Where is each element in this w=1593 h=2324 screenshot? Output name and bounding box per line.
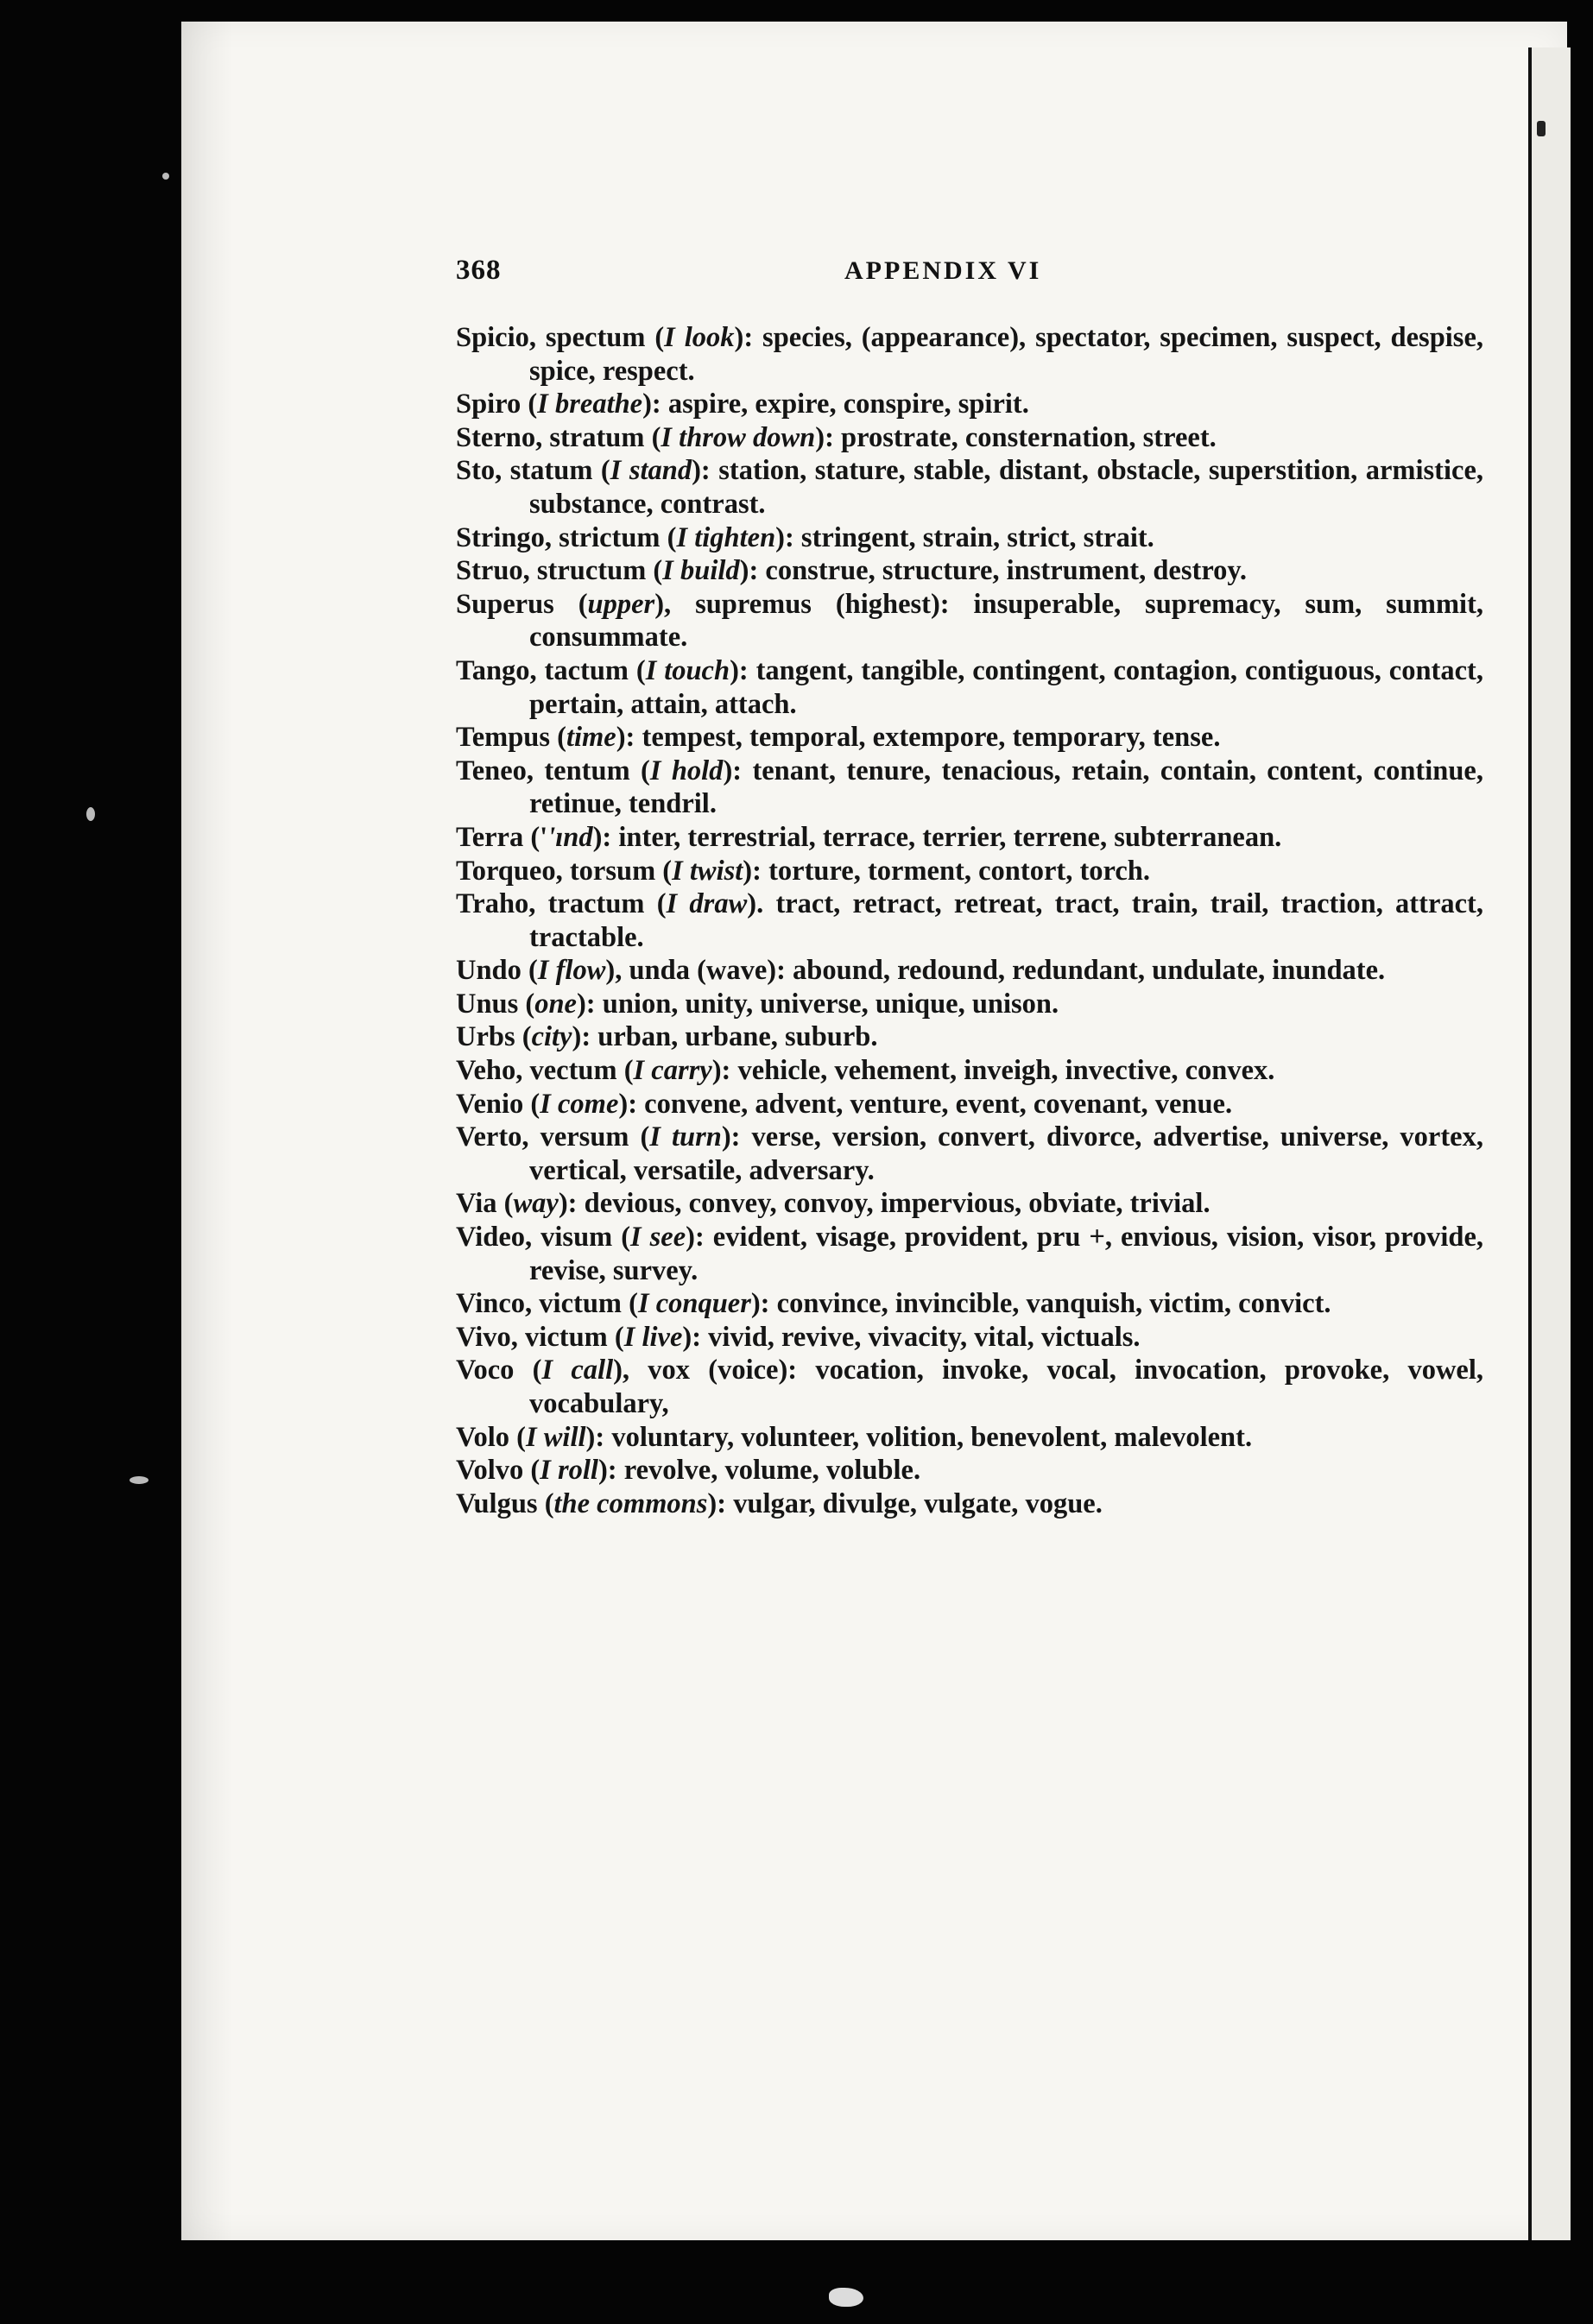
list-item — [456, 1321, 1483, 1355]
entry-close: ): — [734, 322, 763, 353]
entry-open: ( — [616, 1055, 634, 1087]
scan-speck — [130, 1476, 149, 1484]
page-number: 368 — [456, 255, 502, 286]
running-head: APPENDIX VI — [844, 256, 1042, 285]
entry-close: ): — [692, 455, 719, 487]
entry-text: aspire, expire, conspire, spirit. — [667, 388, 1029, 420]
entry-text: union, unity, universe, unique, unison. — [602, 988, 1059, 1020]
entry-text: inter, terrestrial, terrace, terrier, terrene, subterranean. — [618, 821, 1282, 853]
entry-text: tract, retract, retreat, tract, train, trail, traction, attract, tractable. — [529, 888, 1483, 953]
list-item — [456, 1421, 1483, 1455]
entry-open: ( — [521, 955, 538, 987]
entry-head: Struo, structum — [456, 555, 647, 587]
entry-open: ( — [644, 421, 661, 453]
entry-open: ( — [518, 988, 535, 1020]
entry-gloss: I look — [664, 322, 735, 353]
list-item — [456, 1121, 1483, 1187]
entry-close: ): — [572, 1021, 598, 1053]
entry-gloss: 'ınd — [547, 821, 593, 853]
list-item — [456, 1187, 1483, 1221]
entry-head: Traho, tractum — [456, 888, 645, 920]
entry-text: unda (wave): abound, redound, redundant, undulate, inundate. — [629, 955, 1386, 987]
entry-head: Sterno, stratum — [456, 421, 645, 453]
entry-close: ): — [707, 1487, 734, 1519]
entry-head: Vulgus — [456, 1487, 538, 1519]
list-item — [456, 521, 1483, 555]
entry-close: ): — [711, 1055, 738, 1087]
entry-text: evident, visage, provident, pru +, envious, vision, visor, provide, revise, survey. — [529, 1222, 1483, 1286]
entry-text: prostrate, consternation, street. — [841, 421, 1217, 453]
entry-close: ): — [576, 988, 603, 1020]
entry-head: Video, visum — [456, 1222, 613, 1254]
entry-close: ): — [721, 1121, 752, 1153]
entry-close: ), — [613, 1355, 648, 1386]
entry-gloss: upper — [587, 588, 655, 620]
entry-head: Vivo, victum — [456, 1321, 608, 1353]
entry-open: ( — [628, 654, 646, 686]
entry-open: ( — [621, 1288, 638, 1320]
entry-gloss: I conquer — [637, 1288, 751, 1320]
list-item — [456, 954, 1483, 988]
entry-text: urban, urbane, suburb. — [597, 1021, 878, 1053]
page-header — [456, 255, 1475, 298]
list-item — [456, 554, 1483, 588]
entry-text: verse, version, convert, divorce, advertise, universe, vortex, vertical, versatile, adversary. — [529, 1121, 1483, 1186]
entry-open: ( — [644, 888, 667, 920]
list-item — [456, 1354, 1483, 1420]
entry-gloss: time — [566, 722, 616, 754]
list-item — [456, 588, 1483, 654]
list-item — [456, 1487, 1483, 1521]
entry-text: devious, convey, convoy, impervious, obviate, trivial. — [584, 1188, 1211, 1220]
entry-open: ( — [521, 388, 538, 420]
entry-close: ): — [743, 855, 769, 887]
entry-text: vulgar, divulge, vulgate, vogue. — [733, 1487, 1103, 1519]
entry-head: Via — [456, 1188, 497, 1220]
entry-head: Stringo, strictum — [456, 521, 661, 553]
entry-open: ( — [496, 1188, 514, 1220]
entry-close: ): — [616, 722, 642, 754]
entry-open: ( — [550, 722, 566, 754]
entry-head: Terra — [456, 821, 524, 853]
entry-open: ( — [592, 455, 610, 487]
entry-gloss: city — [531, 1021, 572, 1053]
entry-open: ( — [523, 1088, 540, 1120]
entry-open: ( — [629, 755, 650, 786]
entry-close: ): — [730, 654, 756, 686]
entry-gloss: I build — [662, 555, 740, 587]
scan-speck — [829, 2288, 863, 2307]
entry-head: Tango, tactum — [456, 654, 629, 686]
entry-text: vivid, revive, vivacity, vital, victuals. — [708, 1321, 1141, 1353]
entry-open: ( — [515, 1021, 532, 1053]
list-item — [456, 454, 1483, 521]
entry-gloss: I carry — [633, 1055, 712, 1087]
entry-close: ): — [592, 821, 619, 853]
entry-open: (' — [523, 821, 548, 853]
entry-gloss: I hold — [649, 755, 724, 786]
list-item — [456, 1454, 1483, 1487]
entry-open: ( — [537, 1487, 554, 1519]
scan-speck — [162, 173, 169, 180]
entry-gloss: I breathe — [537, 388, 643, 420]
entry-gloss: I live — [623, 1321, 683, 1353]
entry-gloss: I come — [540, 1088, 619, 1120]
entry-close: ): — [597, 1455, 624, 1487]
entry-gloss: I see — [630, 1222, 686, 1254]
list-item — [456, 421, 1483, 455]
entry-gloss: I draw — [666, 888, 748, 920]
list-item — [456, 1287, 1483, 1321]
entry-head: Urbs — [456, 1021, 515, 1053]
entry-head: Spiro — [456, 388, 522, 420]
entry-head: Spicio, spectum — [456, 322, 646, 353]
entry-gloss: I turn — [649, 1121, 722, 1153]
entry-open: ( — [514, 1355, 542, 1386]
entry-close: ), — [605, 955, 629, 987]
entry-head: Voco — [456, 1355, 515, 1386]
facing-page-edge — [1528, 47, 1571, 2240]
entry-open: ( — [655, 855, 673, 887]
entry-head: Teneo, tentum — [456, 755, 630, 786]
entry-gloss: I flow — [537, 955, 606, 987]
entry-gloss: I stand — [610, 455, 692, 487]
entry-close: ): — [750, 1288, 777, 1320]
entry-open: ( — [509, 1421, 526, 1453]
list-item — [456, 1020, 1483, 1054]
entry-text: tenant, tenure, tenacious, retain, contain, content, continue, retinue, tendril. — [529, 755, 1483, 820]
entry-head: Torqueo, torsum — [456, 855, 656, 887]
entry-head: Vinco, victum — [456, 1288, 622, 1320]
entry-close: ), — [654, 588, 696, 620]
entry-close: ): — [723, 755, 753, 786]
entry-close: ): — [558, 1188, 585, 1220]
entry-open: ( — [629, 1121, 650, 1153]
entry-head: Venio — [456, 1088, 524, 1120]
entry-text: tangent, tangible, contingent, contagion, contiguous, contact, pertain, attain, attach. — [529, 654, 1483, 720]
entry-close: ): — [815, 421, 842, 453]
list-item — [456, 388, 1483, 421]
list-item — [456, 1221, 1483, 1287]
entry-head: Volvo — [456, 1455, 524, 1487]
entry-gloss: I touch — [645, 654, 730, 686]
entry-text: construe, structure, instrument, destroy. — [765, 555, 1247, 587]
entry-text: stringent, strain, strict, strait. — [800, 521, 1154, 553]
entry-gloss: way — [513, 1188, 559, 1220]
entry-text: convene, advent, venture, event, covenant, venue. — [644, 1088, 1233, 1120]
entry-close: ): — [642, 388, 668, 420]
entry-gloss: I tighten — [676, 521, 776, 553]
entry-open: ( — [646, 555, 663, 587]
entry-head: Tempus — [456, 722, 550, 754]
entry-head: Unus — [456, 988, 519, 1020]
entry-gloss: I roll — [540, 1455, 598, 1487]
list-item — [456, 721, 1483, 755]
list-item — [456, 855, 1483, 888]
entry-text: vox (voice): vocation, invoke, vocal, invocation, provoke, vowel, vocabulary, — [529, 1355, 1483, 1419]
entry-close: ): — [585, 1421, 612, 1453]
scan-speck — [86, 807, 95, 821]
entry-head: Veho, vectum — [456, 1055, 617, 1087]
list-item — [456, 821, 1483, 855]
entry-gloss: I throw down — [661, 421, 816, 453]
entry-text: supremus (highest): insuperable, supremacy, sum, summit, consummate. — [529, 588, 1484, 654]
entry-close: ): — [682, 1321, 709, 1353]
entry-open: ( — [660, 521, 677, 553]
list-item — [456, 1088, 1483, 1121]
entry-gloss: the commons — [553, 1487, 708, 1519]
entry-gloss: I twist — [672, 855, 743, 887]
word-list — [456, 321, 1483, 1520]
edge-mark — [1537, 121, 1546, 136]
entry-text: torture, torment, contort, torch. — [768, 855, 1150, 887]
entry-text: revolve, volume, voluble. — [623, 1455, 921, 1487]
entry-text: vehicle, vehement, inveigh, invective, convex. — [737, 1055, 1275, 1087]
list-item — [456, 887, 1483, 954]
entry-open: ( — [523, 1455, 540, 1487]
entry-text: species, (appearance), spectator, specimen, suspect, despise, spice, respect. — [529, 322, 1484, 387]
list-item — [456, 755, 1483, 821]
entry-open: ( — [645, 322, 665, 353]
entry-text: tempest, temporal, extempore, temporary, tense. — [642, 722, 1221, 754]
list-item — [456, 654, 1483, 721]
entry-close: ): — [618, 1088, 645, 1120]
entry-close: ): — [686, 1222, 713, 1254]
list-item — [456, 1054, 1483, 1088]
entry-close: ). — [747, 888, 776, 920]
entry-close: ): — [739, 555, 766, 587]
entry-text: convince, invincible, vanquish, victim, convict. — [776, 1288, 1331, 1320]
entry-gloss: I will — [525, 1421, 586, 1453]
entry-text: voluntary, volunteer, volition, benevolent, malevolent. — [611, 1421, 1253, 1453]
page-shadow — [181, 22, 233, 2240]
entry-close: ): — [775, 521, 801, 553]
entry-head: Verto, versum — [456, 1121, 629, 1153]
entry-open: ( — [607, 1321, 624, 1353]
entry-head: Undo — [456, 955, 522, 987]
entry-open: ( — [612, 1222, 631, 1254]
entry-head: Superus — [456, 588, 554, 620]
entry-text: station, stature, stable, distant, obstacle, superstition, armistice, substance, contrast. — [529, 455, 1483, 520]
list-item — [456, 321, 1483, 388]
entry-head: Sto, statum — [456, 455, 593, 487]
list-item — [456, 988, 1483, 1021]
entry-open: ( — [553, 588, 588, 620]
entry-gloss: one — [534, 988, 577, 1020]
entry-gloss: I call — [541, 1355, 614, 1386]
entry-head: Volo — [456, 1421, 510, 1453]
